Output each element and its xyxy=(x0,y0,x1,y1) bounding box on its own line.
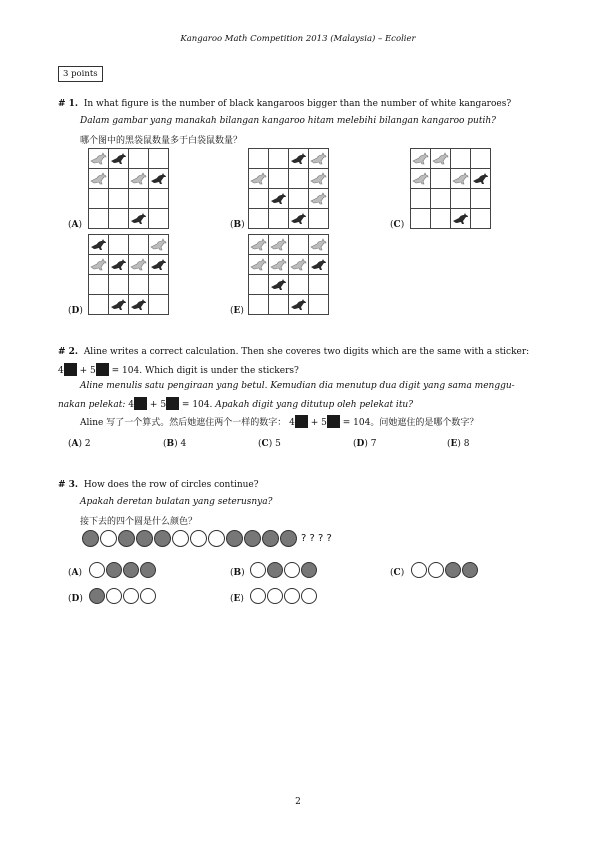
q1-grid-d xyxy=(88,234,169,315)
grid-cell xyxy=(269,149,289,169)
grid-cell xyxy=(289,255,309,275)
grid-cell xyxy=(89,169,109,189)
points-box: 3 points xyxy=(58,66,103,82)
grid-cell xyxy=(109,275,129,295)
sticker-ms-1 xyxy=(134,397,147,410)
q2-english-1: Aline writes a correct calculation. Then she coveres two digits which are the same with a sticker: xyxy=(83,347,530,357)
grid-cell xyxy=(129,169,149,189)
grid-cell xyxy=(431,149,451,169)
grid-cell xyxy=(289,169,309,189)
white-kangaroo-icon xyxy=(250,172,267,185)
grid-cell xyxy=(309,209,329,229)
q1-grid-b xyxy=(248,148,329,229)
grid-cell xyxy=(149,295,169,315)
white-kangaroo-icon xyxy=(310,192,327,205)
white-kangaroo-icon xyxy=(310,152,327,165)
q1-text xyxy=(58,99,511,109)
grid-cell xyxy=(309,235,329,255)
black-kangaroo-icon xyxy=(290,298,307,311)
grid-cell xyxy=(109,235,129,255)
black-kangaroo-icon xyxy=(150,258,167,271)
digit-five: 5 xyxy=(90,366,96,376)
grid-cell xyxy=(109,169,129,189)
grid-cell xyxy=(89,275,109,295)
grid-cell xyxy=(89,149,109,169)
grid-cell xyxy=(269,275,289,295)
grid-cell xyxy=(471,189,491,209)
grey-circle xyxy=(445,562,461,578)
q1-grid-e xyxy=(248,234,329,315)
q2-text xyxy=(58,347,529,357)
grid-cell xyxy=(149,209,169,229)
grid-cell xyxy=(309,255,329,275)
white-circle xyxy=(140,588,156,604)
q1-grid-c xyxy=(410,148,491,229)
grid-cell xyxy=(309,295,329,315)
grid-cell xyxy=(249,275,269,295)
black-kangaroo-icon xyxy=(270,192,287,205)
grid-cell xyxy=(451,149,471,169)
q3-option-circles xyxy=(250,588,318,604)
digit-five-zh: 5 xyxy=(321,418,327,428)
q3-option-d[interactable]: (D) xyxy=(68,594,83,604)
grey-circle xyxy=(118,530,135,547)
white-circle xyxy=(267,588,283,604)
digit-four: 4 xyxy=(58,366,64,376)
white-circle xyxy=(284,588,300,604)
black-kangaroo-icon xyxy=(130,298,147,311)
plus-sign-zh: + xyxy=(310,418,319,428)
white-kangaroo-icon xyxy=(130,258,147,271)
q3-option-e[interactable]: (E) xyxy=(230,594,244,604)
white-circle xyxy=(100,530,117,547)
black-kangaroo-icon xyxy=(290,212,307,225)
grid-cell xyxy=(249,235,269,255)
grid-cell xyxy=(89,209,109,229)
grid-cell xyxy=(89,295,109,315)
q1-option-d[interactable]: (D) xyxy=(68,306,83,316)
q2-malay-2 xyxy=(58,397,413,410)
grey-circle xyxy=(82,530,99,547)
grid-cell xyxy=(149,189,169,209)
grid-cell xyxy=(289,295,309,315)
white-kangaroo-icon xyxy=(270,258,287,271)
sticker-zh-1 xyxy=(295,415,308,428)
digit-four-ms: 4 xyxy=(128,400,135,410)
q3-option-circles xyxy=(250,562,318,578)
grid-cell xyxy=(109,189,129,209)
grid-cell xyxy=(431,189,451,209)
grid-cell xyxy=(289,189,309,209)
grid-cell xyxy=(129,255,149,275)
grid-cell xyxy=(269,235,289,255)
q3-option-b[interactable]: (B) xyxy=(230,568,245,578)
grid-cell xyxy=(269,209,289,229)
q3-option-circles xyxy=(89,562,157,578)
grid-cell xyxy=(289,149,309,169)
q2-malay-2b: = 104. xyxy=(181,400,213,410)
white-kangaroo-icon xyxy=(90,172,107,185)
grid-cell xyxy=(269,295,289,315)
grid-cell xyxy=(309,275,329,295)
q1-option-e[interactable]: (E) xyxy=(230,306,244,316)
white-kangaroo-icon xyxy=(412,172,429,185)
white-kangaroo-icon xyxy=(452,172,469,185)
grid-cell xyxy=(109,295,129,315)
grid-cell xyxy=(129,189,149,209)
q2-option-e[interactable]: (E) 8 xyxy=(447,439,470,449)
q3-chinese: 接下去的四个圆是什么颜色？ xyxy=(80,517,198,527)
white-circle xyxy=(172,530,189,547)
question-marks: ? ? ? ? xyxy=(301,533,332,544)
q3-option-circles xyxy=(411,562,479,578)
grid-cell xyxy=(89,235,109,255)
q2-malay-2a: nakan pelekat: xyxy=(58,400,126,410)
grey-circle xyxy=(89,588,105,604)
grid-cell xyxy=(149,149,169,169)
white-circle xyxy=(89,562,105,578)
sticker-2 xyxy=(96,363,109,376)
grid-cell xyxy=(451,169,471,189)
grid-cell xyxy=(249,189,269,209)
grid-cell xyxy=(149,255,169,275)
black-kangaroo-icon xyxy=(110,152,127,165)
grid-cell xyxy=(471,169,491,189)
white-circle xyxy=(106,588,122,604)
grid-cell xyxy=(431,209,451,229)
q1-option-c[interactable]: (C) xyxy=(390,220,405,230)
black-kangaroo-icon xyxy=(270,278,287,291)
grid-cell xyxy=(289,235,309,255)
page-number: 2 xyxy=(295,797,301,807)
white-circle xyxy=(190,530,207,547)
white-kangaroo-icon xyxy=(310,172,327,185)
q2-option-d[interactable]: (D) 7 xyxy=(353,439,377,449)
grid-cell xyxy=(129,149,149,169)
q2-equation xyxy=(58,363,299,376)
grid-cell xyxy=(269,189,289,209)
q1-malay: Dalam gambar yang manakah bilangan kangaroo hitam melebihi bilangan kangaroo putih? xyxy=(80,116,496,126)
sticker-ms-2 xyxy=(166,397,179,410)
grid-cell xyxy=(471,149,491,169)
q1-option-b[interactable]: (B) xyxy=(230,220,245,230)
q2-option-c[interactable]: (C) 5 xyxy=(258,439,281,449)
grid-cell xyxy=(309,169,329,189)
q1-english: In what figure is the number of black kangaroos bigger than the number of white kangaroes? xyxy=(83,99,512,109)
grid-cell xyxy=(129,235,149,255)
grey-circle xyxy=(267,562,283,578)
grid-cell xyxy=(411,189,431,209)
grid-cell xyxy=(249,149,269,169)
grid-cell xyxy=(309,149,329,169)
black-kangaroo-icon xyxy=(472,172,489,185)
white-kangaroo-icon xyxy=(150,238,167,251)
q2-option-b[interactable]: (B) 4 xyxy=(163,439,187,449)
white-kangaroo-icon xyxy=(290,258,307,271)
grid-cell xyxy=(411,209,431,229)
white-kangaroo-icon xyxy=(90,258,107,271)
grid-cell xyxy=(269,169,289,189)
q3-text xyxy=(58,480,259,490)
equals-result: = 104. xyxy=(111,366,143,376)
white-kangaroo-icon xyxy=(250,258,267,271)
black-kangaroo-icon xyxy=(110,298,127,311)
grey-circle xyxy=(154,530,171,547)
grid-cell xyxy=(269,255,289,275)
plus-sign-ms: + xyxy=(149,400,158,410)
q3-option-a[interactable]: (A) xyxy=(68,568,83,578)
grid-cell xyxy=(451,189,471,209)
q3-option-c[interactable]: (C) xyxy=(390,568,405,578)
plus-sign: + xyxy=(79,366,88,376)
grid-cell xyxy=(471,209,491,229)
q1-chinese: 哪个图中的黑袋鼠数量多于白袋鼠数量？ xyxy=(80,136,243,146)
q1-number: # 1. xyxy=(58,99,79,109)
grid-cell xyxy=(109,255,129,275)
q2-malay-1: Aline menulis satu pengiraan yang betul. Kemudian dia menutup dua digit yang sama menggu- xyxy=(80,381,515,391)
white-circle xyxy=(208,530,225,547)
grid-cell xyxy=(129,275,149,295)
grid-cell xyxy=(249,209,269,229)
grid-cell xyxy=(109,149,129,169)
digit-four-zh: 4 xyxy=(289,418,295,428)
white-kangaroo-icon xyxy=(432,152,449,165)
grid-cell xyxy=(431,169,451,189)
grid-cell xyxy=(89,255,109,275)
grid-cell xyxy=(109,209,129,229)
grid-cell xyxy=(249,295,269,315)
black-kangaroo-icon xyxy=(310,258,327,271)
q2-english-2: Which digit is under the stickers? xyxy=(144,366,299,376)
q2-chinese xyxy=(80,415,478,428)
grid-cell xyxy=(249,255,269,275)
q3-number: # 3. xyxy=(58,480,79,490)
sticker-zh-2 xyxy=(327,415,340,428)
white-kangaroo-icon xyxy=(270,238,287,251)
q2-malay-2c: Apakah digit yang ditutup oleh pelekat itu? xyxy=(215,400,414,410)
white-kangaroo-icon xyxy=(130,172,147,185)
white-circle xyxy=(250,588,266,604)
grey-circle xyxy=(140,562,156,578)
grid-cell xyxy=(129,209,149,229)
grid-cell xyxy=(289,275,309,295)
q2-number: # 2. xyxy=(58,347,79,357)
q2-option-a[interactable]: (A) 2 xyxy=(68,439,91,449)
grey-circle xyxy=(226,530,243,547)
page-header: Kangaroo Math Competition 2013 (Malaysia) – Ecolier xyxy=(180,34,416,44)
grid-cell xyxy=(89,189,109,209)
grey-circle xyxy=(244,530,261,547)
black-kangaroo-icon xyxy=(130,212,147,225)
grid-cell xyxy=(149,275,169,295)
q3-english: How does the row of circles continue? xyxy=(83,480,259,490)
grey-circle xyxy=(462,562,478,578)
q1-option-a[interactable]: (A) xyxy=(68,220,83,230)
grid-cell xyxy=(129,295,149,315)
grey-circle xyxy=(123,562,139,578)
black-kangaroo-icon xyxy=(452,212,469,225)
white-circle xyxy=(284,562,300,578)
white-circle xyxy=(250,562,266,578)
black-kangaroo-icon xyxy=(110,258,127,271)
white-kangaroo-icon xyxy=(250,238,267,251)
grey-circle xyxy=(301,562,317,578)
white-circle xyxy=(411,562,427,578)
grey-circle xyxy=(136,530,153,547)
grey-circle xyxy=(106,562,122,578)
grid-cell xyxy=(289,209,309,229)
black-kangaroo-icon xyxy=(150,172,167,185)
grid-cell xyxy=(309,189,329,209)
grid-cell xyxy=(411,149,431,169)
q2-chinese-2: = 104。问她遮住的是哪个数字？ xyxy=(342,418,479,428)
white-kangaroo-icon xyxy=(412,152,429,165)
digit-five-ms: 5 xyxy=(160,400,167,410)
white-circle xyxy=(123,588,139,604)
black-kangaroo-icon xyxy=(90,238,107,251)
q3-malay: Apakah deretan bulatan yang seterusnya? xyxy=(80,497,273,507)
grid-cell xyxy=(451,209,471,229)
circle-sequence xyxy=(82,530,332,547)
q1-grid-a xyxy=(88,148,169,229)
grey-circle xyxy=(280,530,297,547)
white-kangaroo-icon xyxy=(310,238,327,251)
grey-circle xyxy=(262,530,279,547)
grid-cell xyxy=(149,169,169,189)
grid-cell xyxy=(149,235,169,255)
sticker-1 xyxy=(64,363,77,376)
black-kangaroo-icon xyxy=(290,152,307,165)
white-circle xyxy=(428,562,444,578)
grid-cell xyxy=(249,169,269,189)
grid-cell xyxy=(411,169,431,189)
q2-chinese-1: Aline 写了一个算式。然后她遮住两个一样的数字： xyxy=(80,418,287,428)
white-kangaroo-icon xyxy=(90,152,107,165)
white-circle xyxy=(301,588,317,604)
q3-option-circles xyxy=(89,588,157,604)
